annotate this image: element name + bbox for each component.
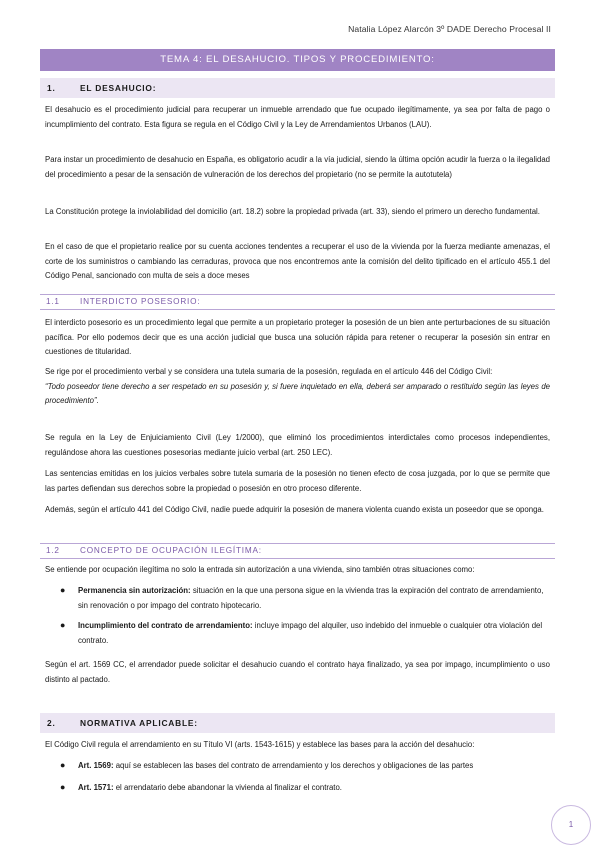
page-header: Natalia López Alarcón 3º DADE Derecho Procesal II bbox=[348, 24, 551, 34]
document-title: TEMA 4: EL DESAHUCIO. TIPOS Y PROCEDIMIENTO: bbox=[40, 49, 555, 71]
paragraph bbox=[45, 365, 550, 409]
paragraph: En el caso de que el propietario realice por su cuenta acciones tendentes a recuperar el uso de la vivienda por la fuerza mediante amenazas, el corte de los suministros o cambiando las cerraduras, provoca que nos encontremos ante la comisión del delito tipificado en el artículo 455.1 del Código Penal, sancionado con multa de seis a doce meses bbox=[45, 242, 550, 281]
list-item bbox=[78, 584, 548, 613]
list-item bbox=[78, 759, 548, 774]
list-item-term: Art. 1571: bbox=[78, 783, 114, 792]
paragraph: El interdicto posesorio es un procedimiento legal que permite a un propietario proteger la posesión de un bien ante perturbaciones de su situación pacífica. Por ello podemos decir que es una acción judicial que busca una solución rápida para retener o recuperar la posesión sin entrar en cuestiones de titularidad. bbox=[45, 318, 550, 357]
paragraph: El desahucio es el procedimiento judicial para recuperar un inmueble arrendado que fue ocupado ilegítimamente, ya sea por falta de pago o incumplimiento del contrato. Esta figura se regula en el Código Civil y la Ley de Arrendamientos Urbanos (LAU). bbox=[45, 105, 550, 129]
section-number: 1. bbox=[47, 83, 56, 93]
paragraph: Se entiende por ocupación ilegítima no solo la entrada sin autorización a una vivienda, sino también otras situaciones como: bbox=[45, 565, 475, 574]
page-number: 1 bbox=[551, 805, 591, 845]
subsection-heading-1-1 bbox=[40, 294, 555, 310]
paragraph: La Constitución protege la inviolabilidad del domicilio (art. 18.2) sobre la propiedad privada (art. 33), siendo el primero un derecho fundamental. bbox=[45, 207, 540, 216]
subsection-title: INTERDICTO POSESORIO: bbox=[80, 297, 201, 306]
subsection-heading-1-2 bbox=[40, 543, 555, 559]
subsection-title: CONCEPTO DE OCUPACIÓN ILEGÍTIMA: bbox=[80, 546, 262, 555]
list-item-term: Art. 1569: bbox=[78, 761, 114, 770]
section-heading-2 bbox=[40, 713, 555, 733]
list-item-term: Incumplimiento del contrato de arrendamiento: bbox=[78, 621, 253, 630]
section-title: NORMATIVA APLICABLE: bbox=[80, 718, 198, 728]
paragraph: Según el art. 1569 CC, el arrendador puede solicitar el desahucio cuando el contrato haya finalizado, ya sea por impago, incumplimiento o uso distinto al pactado. bbox=[45, 660, 550, 684]
paragraph: Además, según el artículo 441 del Código Civil, nadie puede adquirir la posesión de manera violenta cuando exista un poseedor que se oponga. bbox=[45, 505, 544, 514]
bullet-icon: ● bbox=[60, 782, 66, 792]
list-item bbox=[78, 619, 548, 648]
legal-quote: “Todo poseedor tiene derecho a ser respetado en su posesión y, si fuere inquietado en ella, deberá ser amparado o restituido según las leyes de procedimiento”. bbox=[45, 381, 550, 406]
paragraph: El Código Civil regula el arrendamiento en su Título VI (arts. 1543-1615) y establece las bases para la acción del desahucio: bbox=[45, 740, 475, 749]
list-item-text: incluye impago del alquiler, uso indebido del inmueble o cualquier otra violación del contrato. bbox=[78, 621, 543, 645]
subsection-number: 1.2 bbox=[46, 546, 60, 555]
list-item-term: Permanencia sin autorización: bbox=[78, 586, 191, 595]
section-title: EL DESAHUCIO: bbox=[80, 83, 157, 93]
list-item-text: situación en la que una persona sigue en la vivienda tras la expiración del contrato de arrendamiento, sin renovación o por impago del contrato hipotecario. bbox=[78, 586, 544, 610]
paragraph: Para instar un procedimiento de desahucio en España, es obligatorio acudir a la vía judicial, siendo la última opción acudir la fuerza o la ilegalidad del procedimiento a pesar de la sensación de vulneración de los derechos del propietario (no se permite la autotutela) bbox=[45, 155, 550, 179]
bullet-icon: ● bbox=[60, 585, 66, 595]
paragraph: Las sentencias emitidas en los juicios verbales sobre tutela sumaria de la posesión no tienen efecto de cosa juzgada, por lo que se permite que las partes defiendan sus derechos sobre la propiedad o posesión en otro proceso diferente. bbox=[45, 469, 550, 493]
bullet-icon: ● bbox=[60, 620, 66, 630]
section-heading-1 bbox=[40, 78, 555, 98]
list-item-text: aquí se establecen las bases del contrato de arrendamiento y los derechos y obligaciones de las partes bbox=[113, 761, 474, 770]
paragraph: Se regula en la Ley de Enjuiciamiento Civil (Ley 1/2000), que eliminó los procedimientos interdictales como procesos independientes, regulándose ahora las cuestiones posesorias mediante juicio verbal (art. 250 LEC). bbox=[45, 433, 550, 457]
bullet-icon: ● bbox=[60, 760, 66, 770]
subsection-number: 1.1 bbox=[46, 297, 60, 306]
section-number: 2. bbox=[47, 718, 56, 728]
paragraph-text: Se rige por el procedimiento verbal y se considera una tutela sumaria de la posesión, regulada en el artículo 446 del Código Civil: bbox=[45, 367, 493, 376]
list-item-text: el arrendatario debe abandonar la vivienda al finalizar el contrato. bbox=[113, 783, 342, 792]
list-item bbox=[78, 781, 548, 796]
